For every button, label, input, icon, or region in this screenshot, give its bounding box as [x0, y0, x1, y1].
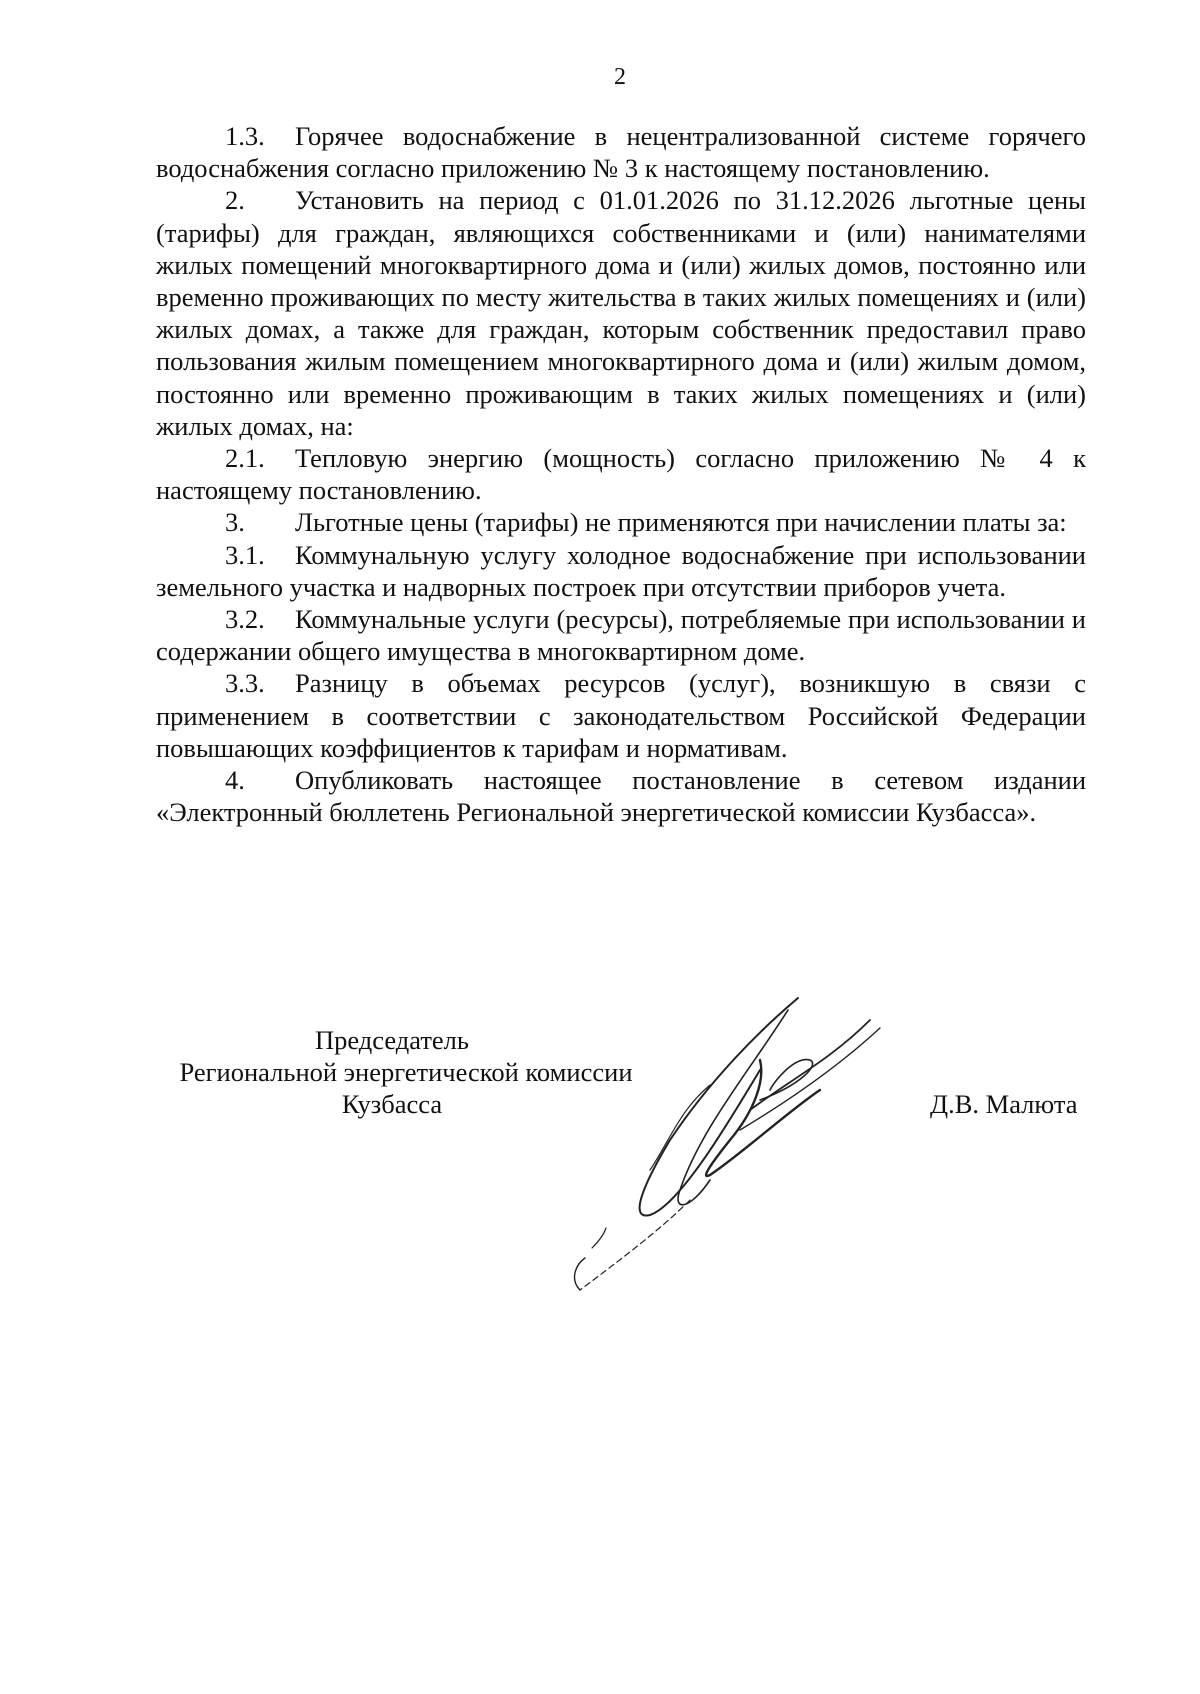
signatory-name: Д.В. Малюта	[930, 1089, 1078, 1119]
paragraph-3-1	[156, 539, 1086, 603]
paragraph-text: Коммунальную услугу холодное водоснабжение при использовании земельного участка и надворных построек при отсутствии приборов учета.	[156, 539, 1086, 602]
paragraph-1-3	[156, 120, 1086, 184]
paragraph-number: 2.	[225, 185, 245, 216]
paragraph-text: Установить на период с 01.01.2026 по 31.12.2026 льготные цены (тарифы) для граждан, являющихся собственниками и (или) нанимателями жилых помещений многоквартирного дома и (или) жилых домов, постоянно или временно проживающих по месту жительства в таких жилых помещениях и (или) жилых домах, а также для граждан, которым собственник предоставил право пользования жилым помещением многоквартирного дома и (или) жилым домом, постоянно или временно проживающим в таких жилых помещениях и (или) жилых домах, на:	[156, 185, 1086, 441]
paragraph-text: Разницу в объемах ресурсов (услуг), возникшую в связи с применением в соответствии с законодательством Российской Федерации повышающих коэффициентов к тарифам и нормативам.	[156, 668, 1086, 763]
handwritten-signature	[560, 990, 960, 1310]
paragraph-number: 4.	[225, 765, 245, 796]
paragraph-text: Опубликовать настоящее постановление в сетевом издании «Электронный бюллетень Региональной энергетической комиссии Кузбасса».	[156, 765, 1086, 828]
position-line-2: Региональной энергетической комиссии	[179, 1057, 633, 1088]
paragraph-text: Горячее водоснабжение в нецентрализованной системе горячего водоснабжения согласно приложению № 3 к настоящему постановлению.	[156, 121, 1086, 184]
paragraph-number: 3.1.	[225, 539, 265, 570]
paragraph-number: 3.	[225, 507, 245, 538]
paragraph-number: 2.1.	[225, 443, 265, 474]
document-body	[156, 120, 1086, 828]
paragraph-number: 3.2.	[225, 604, 265, 635]
paragraph-text: Тепловую энергию (мощность) согласно приложению № 4 к настоящему постановлению.	[156, 443, 1086, 506]
paragraph-4	[156, 764, 1086, 828]
page-number: 2	[614, 64, 626, 90]
paragraph-number: 3.3.	[225, 668, 265, 699]
paragraph-2-1	[156, 442, 1086, 506]
paragraph-text: Льготные цены (тарифы) не применяются при начислении платы за:	[295, 507, 1067, 538]
paragraph-text: Коммунальные услуги (ресурсы), потребляемые при использовании и содержании общего имущества в многоквартирном доме.	[156, 604, 1086, 667]
paragraph-2	[156, 184, 1086, 442]
paragraph-3	[156, 506, 1086, 538]
position-line-3: Кузбасса	[341, 1089, 443, 1120]
paragraph-number: 1.3.	[225, 121, 265, 151]
position-line-1: Председатель	[315, 1025, 469, 1055]
paragraph-3-3	[156, 667, 1086, 764]
paragraph-3-2	[156, 603, 1086, 667]
